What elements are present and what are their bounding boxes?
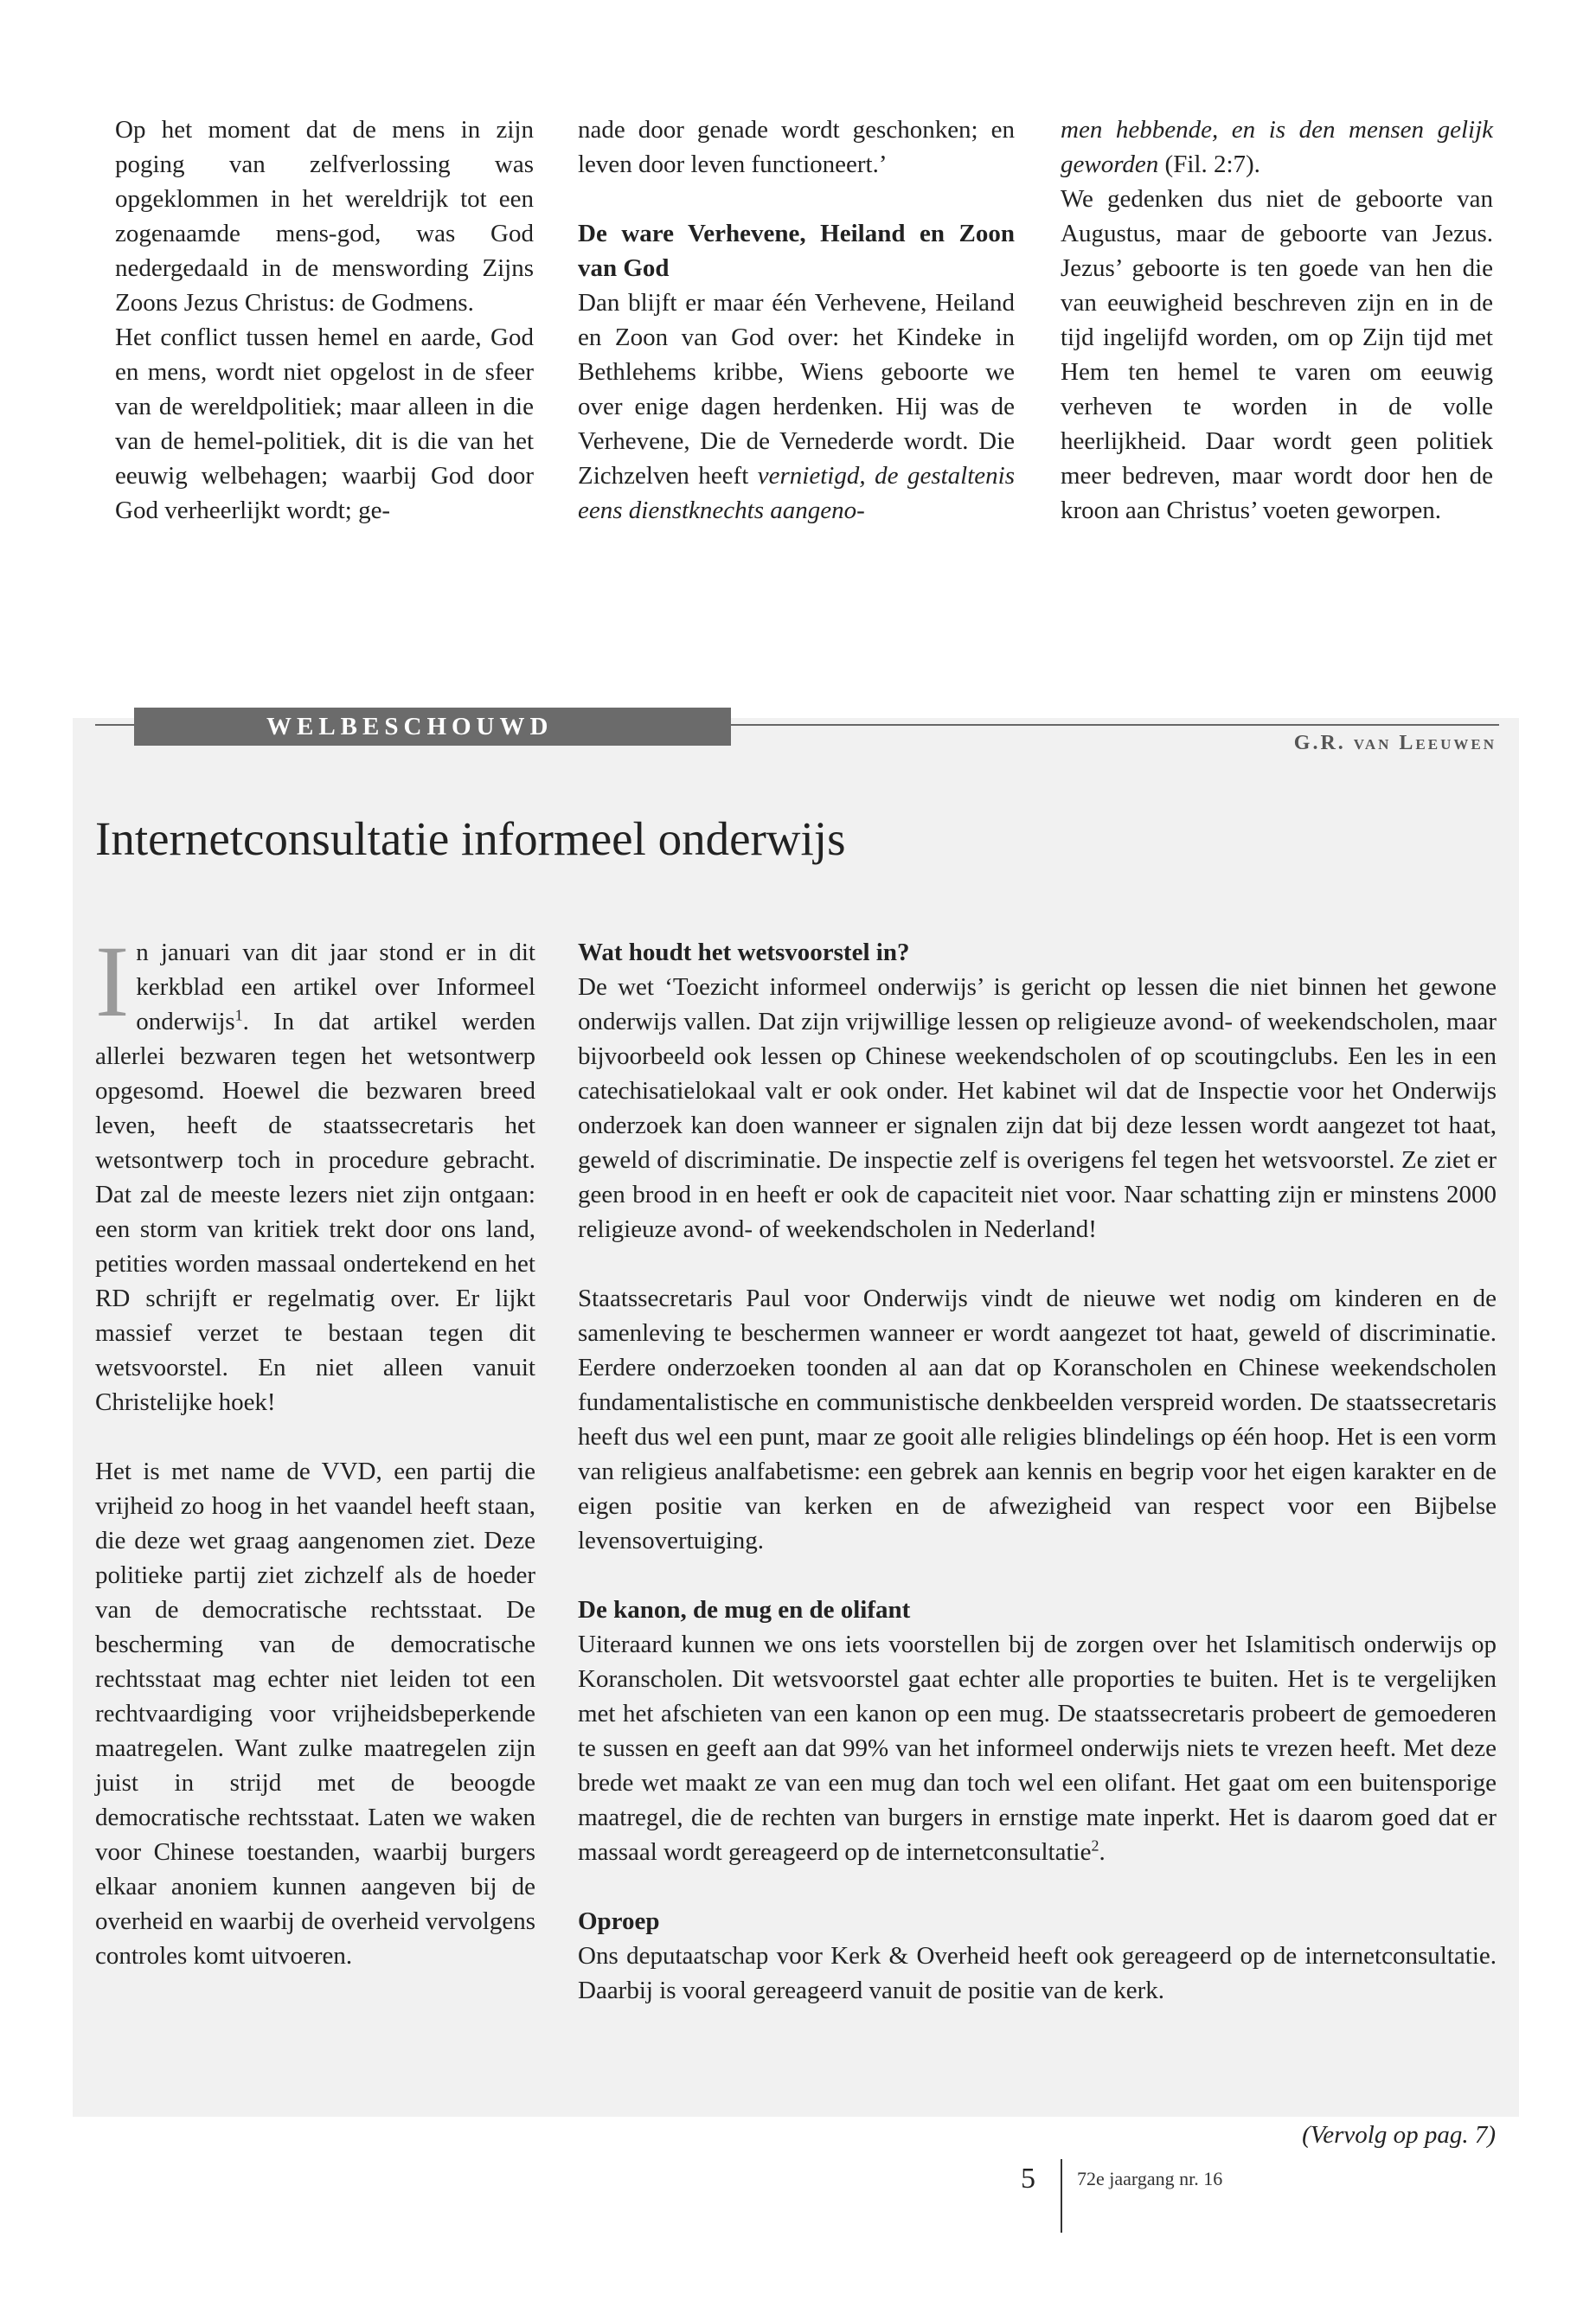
top-column-3	[1061, 112, 1493, 528]
article-column-2	[578, 935, 1497, 2008]
footer-divider	[1061, 2159, 1062, 2233]
top-col3-para-2: We gedenken dus niet de geboorte van Augustus, maar de geboorte van Jezus. Jezus’ geboorte is ten goede van hen die van eeuwigheid beschreven zijn en in de tijd ingelijfd worden, om op Zijn tijd met Hem ten hemel te varen om eeuwig verheven te worden in de volle heerlijkheid. Daar wordt geen politiek meer bedreven, maar wordt door hen de kroon aan Christus’ voeten geworpen.	[1061, 185, 1493, 524]
section-banner: WELBESCHOUWD	[134, 708, 731, 746]
subheading-oproep: Oproep	[578, 1907, 660, 1935]
top-col2-italic: vernietigd, de gestaltenis eens dienstknechts aangeno-	[578, 462, 1015, 524]
article-column-1	[95, 925, 535, 1973]
top-col2-para-1: nade door genade wordt geschonken; en leven door leven functioneert.’	[578, 116, 1015, 178]
top-col2-text: Dan blijft er maar één Verhevene, Heiland en Zoon van God over: het Kindeke in Bethlehems kribbe, Wiens geboorte we over enige dagen herdenken. Hij was de Verhevene, Die de Vernederde wordt. Die Zichzelven heeft	[578, 289, 1015, 490]
continued-note: (Vervolg op pag. 7)	[1302, 2121, 1496, 2149]
article-para-6: Ons deputaatschap voor Kerk & Overheid heeft ook gereageerd op de internetconsultatie. Daarbij is vooral gereageerd vanuit de positie van de kerk.	[578, 1942, 1497, 2004]
author-byline: G.R. van Leeuwen	[1293, 732, 1497, 754]
article-para-1-text: n januari van dit jaar stond er in dit kerkblad een artikel over Informeel onderwijs	[136, 939, 535, 1035]
page-number: 5	[1021, 2163, 1035, 2195]
drop-cap: I	[95, 925, 130, 1038]
footnote-ref-2: 2	[1091, 1836, 1099, 1855]
article-para-3: De wet ‘Toezicht informeel onderwijs’ is gericht op lessen die niet binnen het gewone onderwijs vallen. Dat zijn vrijwillige lessen op religieuze avond- of weekendscholen, maar bijvoorbeeld ook lessen op Chinese weekendscholen of op scoutingclubs. Een les in een catechisatielokaal valt er ook onder. Het kabinet wil dat de Inspectie voor het Onderwijs onderzoek kan doen wanneer er signalen zijn dat bij deze lessen wordt aangezet tot haat, geweld of discriminatie. De inspectie zelf is overigens fel tegen het wetsvoorstel. Ze ziet er geen brood in en heeft er ook de capaciteit niet voor. Naar schatting zijn er minstens 2000 religieuze avond- of weekendscholen in Nederland!	[578, 973, 1497, 1243]
subheading-wetsvoorstel: Wat houdt het wetsvoorstel in?	[578, 939, 910, 966]
article-para-1	[95, 925, 535, 1420]
footnote-ref-1: 1	[234, 1006, 243, 1024]
top-col1-para-1: Op het moment dat de mens in zijn poging van zelfverlossing was opgeklommen in het wereldrijk tot een zogenaamde mens-god, was God nedergedaald in de menswording Zijns Zoons Jezus Christus: de Godmens.	[115, 116, 534, 317]
article-title: Internetconsultatie informeel onderwijs	[95, 812, 846, 865]
article-para-5	[578, 1627, 1497, 1869]
top-col3-para-1	[1061, 112, 1493, 182]
article-para-2: Het is met name de VVD, een partij die vrijheid zo hoog in het vaandel heeft staan, die deze wet graag aangenomen ziet. Deze politieke partij ziet zichzelf als de hoeder van de democratische rechtsstaat. De bescherming van de democratische rechtsstaat mag echter niet leiden tot een rechtvaardiging voor vrijheidsbeperkende maatregelen. Want zulke maatregelen zijn juist in strijd met de beoogde democratische rechtsstaat. Laten we waken voor Chinese toestanden, waarbij burgers elkaar anoniem kunnen aangeven bij de overheid en waarbij de overheid vervolgens controles komt uitvoeren.	[95, 1458, 535, 1970]
article-para-1-rest: . In dat artikel werden allerlei bezwaren tegen het wetsontwerp opgesomd. Hoewel die bezwaren breed leven, heeft de staatssecretaris het wetsontwerp toch in procedure gebracht. Dat zal de meeste lezers niet zijn ontgaan: een storm van kritiek trekt door ons land, petities worden massaal ondertekend en het RD schrijft er regelmatig over. Er lijkt massief verzet te bestaan tegen dit wetsvoorstel. En niet alleen vanuit Christelijke hoek!	[95, 1008, 535, 1416]
subheading-kanon: De kanon, de mug en de olifant	[578, 1596, 911, 1624]
top-col2-para-2	[578, 285, 1015, 528]
journal-issue: 72e jaargang nr. 16	[1077, 2168, 1223, 2189]
article-para-5-text: Uiteraard kunnen we ons iets voorstellen bij de zorgen over het Islamitisch onderwijs op Koranscholen. Dit wetsvoorstel gaat echter alle proporties te buiten. Het is te vergelijken met het afschieten van een kanon op een mug. De staatssecretaris probeert de gemoederen te sussen en geeft aan dat 99% van het informeel onderwijs niets te vrezen heeft. Met deze brede wet maakt ze van een mug dan toch wel een olifant. Het gaat om een buitensporige maatregel, die de rechten van burgers in ernstige mate inperkt. Het is daarom goed dat er massaal wordt gereageerd op de internetconsultatie	[578, 1631, 1497, 1866]
top-col2-heading: De ware Verhevene, Heiland en Zoon van God	[578, 220, 1015, 282]
article-para-4: Staatssecretaris Paul voor Onderwijs vindt de nieuwe wet nodig om kinderen en de samenleving te beschermen wanneer er wordt aangezet tot haat, geweld of discriminatie. Eerdere onderzoeken toonden al aan dat op Koranscholen en Chinese weekendscholen fundamentalistische en communistische denkbeelden verspreid worden. De staatssecretaris heeft dus wel een punt, maar ze gooit alle religies blindelings op één hoop. Het is een vorm van religieus analfabetisme: een gebrek aan kennis en begrip voor het eigen karakter en de eigen positie van kerken en de afwezigheid van respect voor een Bijbelse levensovertuiging.	[578, 1285, 1497, 1554]
top-column-2	[578, 112, 1015, 528]
article-para-5-end: .	[1099, 1838, 1106, 1866]
top-column-1	[115, 112, 534, 528]
top-col3-ref: (Fil. 2:7).	[1158, 151, 1260, 178]
top-col1-para-2: Het conflict tussen hemel en aarde, God en mens, wordt niet opgelost in de sfeer van de wereldpolitiek; maar alleen in die van de hemel-politiek, dit is die van het eeuwig welbehagen; waarbij God door God verheerlijkt wordt; ge-	[115, 324, 534, 524]
top-col3-italic: men hebbende, en is den mensen gelijk geworden	[1061, 116, 1493, 178]
